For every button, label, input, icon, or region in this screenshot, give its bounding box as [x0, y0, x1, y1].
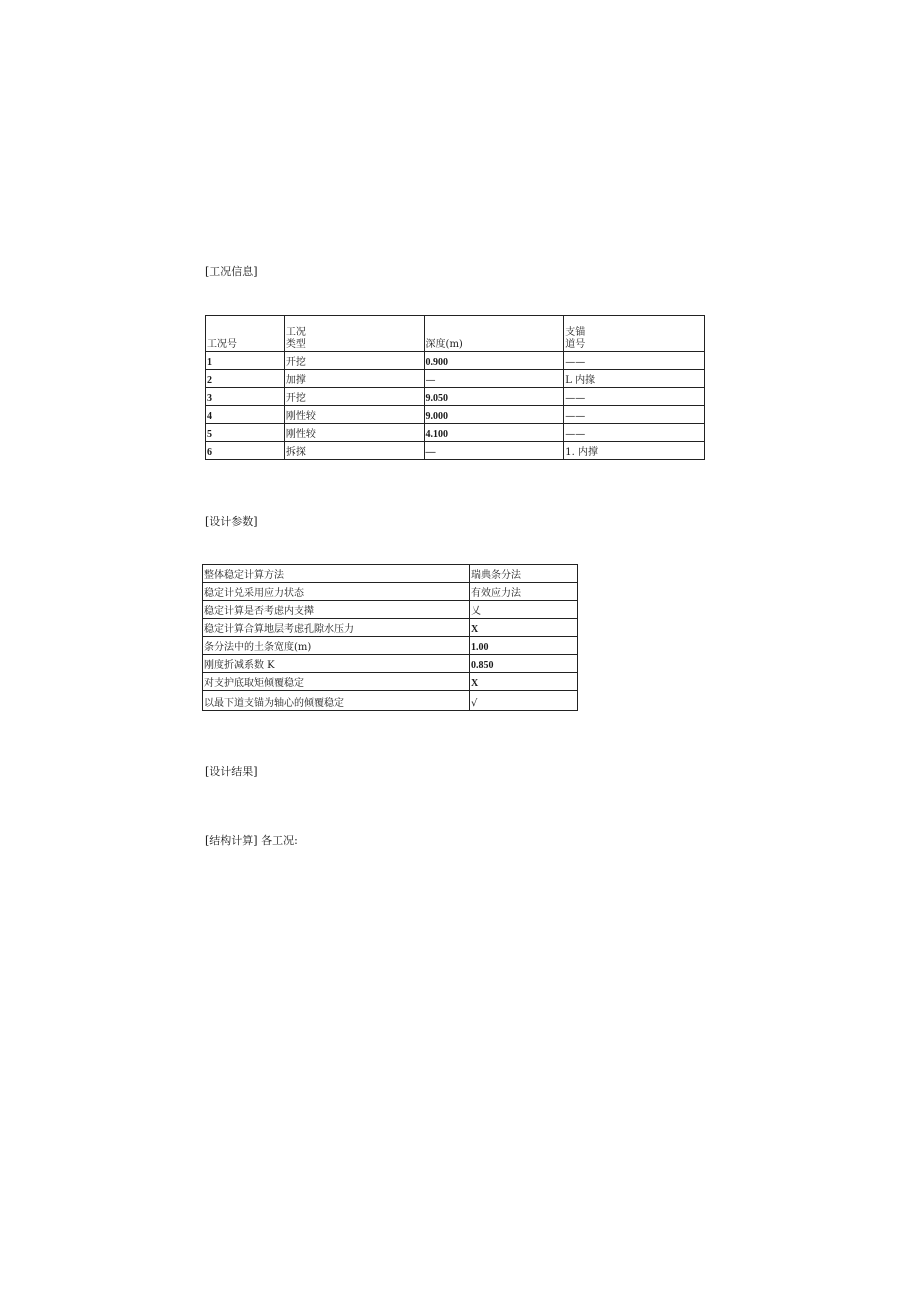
- section-heading-struct: [结构计算] 各工况:: [205, 834, 298, 847]
- param-value: 乂: [470, 601, 578, 619]
- cell-type: 拆探: [284, 442, 424, 460]
- param-label: 对支护底取矩倾覆稳定: [203, 673, 470, 691]
- table-row: [203, 619, 578, 637]
- param-value: X: [470, 619, 578, 637]
- cell-type: 刚性较: [284, 424, 424, 442]
- cell-anchor: ——: [564, 388, 705, 406]
- cell-no: 4: [206, 406, 285, 424]
- cell-depth: —: [424, 370, 564, 388]
- header-condition-type-line2: 类型: [285, 339, 306, 350]
- cell-depth: 4.100: [424, 424, 564, 442]
- cell-depth: 0.900: [424, 352, 564, 370]
- param-value: 有效应力法: [470, 583, 578, 601]
- param-value: 0.850: [470, 655, 578, 673]
- param-value: 瑞典条分法: [470, 565, 578, 583]
- cell-no: 1: [206, 352, 285, 370]
- section-heading-info: [工况信息]: [205, 265, 258, 278]
- cell-no: 3: [206, 388, 285, 406]
- cell-anchor: 1. 内撑: [564, 442, 705, 460]
- param-label: 稳定计兑采用应力状态: [203, 583, 470, 601]
- table-row: [203, 565, 578, 583]
- param-value: √: [470, 691, 578, 711]
- table-row: [206, 352, 705, 370]
- header-depth: 深度(m): [424, 316, 564, 352]
- header-condition-no: 工况号: [206, 316, 285, 352]
- table-row: [203, 637, 578, 655]
- cell-depth: 9.000: [424, 406, 564, 424]
- header-condition-type: [284, 316, 424, 352]
- table-header-row: [206, 316, 705, 352]
- table-row: [203, 673, 578, 691]
- table-row: [206, 370, 705, 388]
- param-value: X: [470, 673, 578, 691]
- header-anchor-no-line2: 道号: [565, 339, 586, 350]
- table-row: [206, 424, 705, 442]
- header-condition-type-line1: 工况: [285, 327, 306, 338]
- table-row: [206, 406, 705, 424]
- param-value: 1.00: [470, 637, 578, 655]
- cell-type: 开挖: [284, 352, 424, 370]
- cell-type: 加撑: [284, 370, 424, 388]
- param-label: 条分法中的土条宽度(m): [203, 637, 470, 655]
- table-row: [206, 388, 705, 406]
- design-params-table: [202, 564, 578, 711]
- table-row: [203, 583, 578, 601]
- table-row: [206, 442, 705, 460]
- cell-type: 开挖: [284, 388, 424, 406]
- cell-anchor: L 内掾: [564, 370, 705, 388]
- section-heading-results: [设计结果]: [205, 765, 258, 778]
- header-anchor-no: [564, 316, 705, 352]
- cell-type: 刚性较: [284, 406, 424, 424]
- cell-anchor: ——: [564, 352, 705, 370]
- condition-info-table: [205, 315, 705, 460]
- header-anchor-no-line1: 支锚: [565, 327, 586, 338]
- param-label: 刚度折减系数 K: [203, 655, 470, 673]
- table-row: [203, 601, 578, 619]
- cell-depth: 9.050: [424, 388, 564, 406]
- cell-anchor: ——: [564, 406, 705, 424]
- table-row: [203, 655, 578, 673]
- table-row: [203, 691, 578, 711]
- cell-anchor: ——: [564, 424, 705, 442]
- section-heading-params: [设计参数]: [205, 515, 258, 528]
- param-label: 稳定计算是否考虑内支撵: [203, 601, 470, 619]
- cell-no: 6: [206, 442, 285, 460]
- cell-no: 5: [206, 424, 285, 442]
- param-label: 以最下道支锚为轴心的倾覆稳定: [203, 691, 470, 711]
- param-label: 稳定计算合算地层考虑孔隙水压力: [203, 619, 470, 637]
- param-label: 整体稳定计算方法: [203, 565, 470, 583]
- cell-depth: —: [424, 442, 564, 460]
- cell-no: 2: [206, 370, 285, 388]
